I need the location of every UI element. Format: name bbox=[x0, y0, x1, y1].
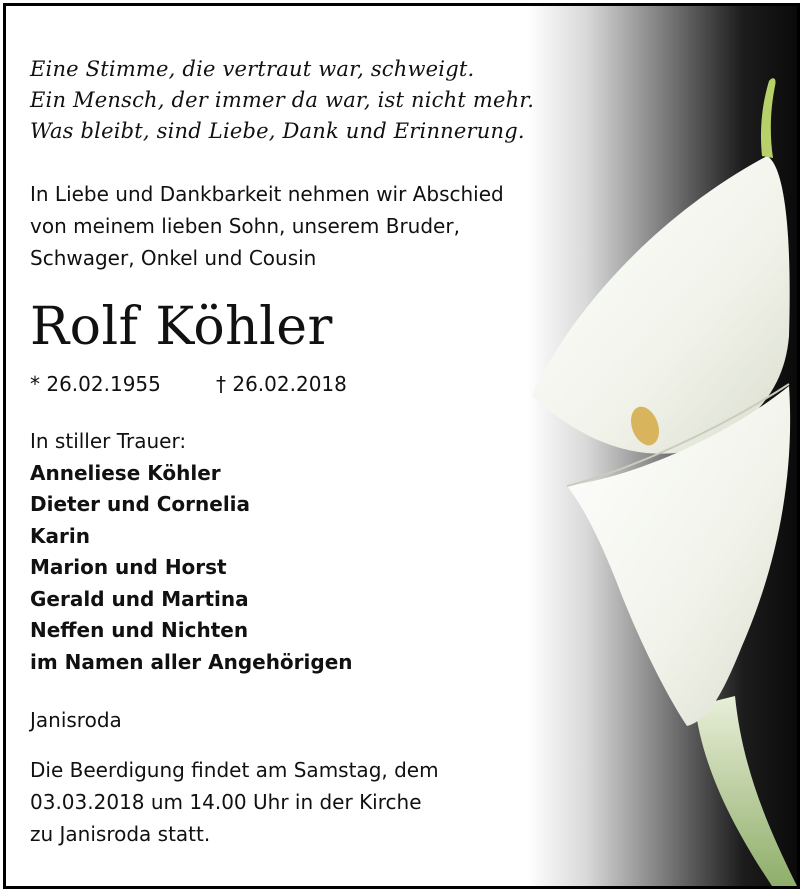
calla-lily-image bbox=[527, 6, 797, 886]
mourners-list bbox=[30, 426, 353, 678]
intro-text bbox=[30, 178, 504, 274]
death-date: † 26.02.2018 bbox=[216, 372, 347, 396]
mourner-name: Neffen und Nichten bbox=[30, 618, 249, 642]
funeral-info bbox=[30, 754, 439, 850]
poem-line: Was bleibt, sind Liebe, Dank und Erinnerung. bbox=[30, 119, 525, 143]
mourner-name: Dieter und Cornelia bbox=[30, 492, 251, 516]
mourner-name: im Namen aller Angehörigen bbox=[30, 649, 353, 674]
deceased-name: Rolf Köhler bbox=[30, 297, 333, 357]
poem-line: Eine Stimme, die vertraut war, schweigt. bbox=[30, 57, 475, 81]
mourner-name: Marion und Horst bbox=[30, 555, 227, 579]
poem-line: Ein Mensch, der immer da war, ist nicht mehr. bbox=[30, 88, 535, 112]
intro-line: In Liebe und Dankbarkeit nehmen wir Abschied bbox=[30, 182, 504, 206]
funeral-line: Die Beerdigung findet am Samstag, dem bbox=[30, 758, 439, 782]
intro-line: von meinem lieben Sohn, unserem Bruder, bbox=[30, 214, 460, 238]
intro-line: Schwager, Onkel und Cousin bbox=[30, 246, 317, 270]
mourners-label: In stiller Trauer: bbox=[30, 429, 187, 453]
funeral-line: zu Janisroda statt. bbox=[30, 822, 211, 846]
obituary-notice bbox=[3, 3, 800, 889]
mourner-name: Karin bbox=[30, 523, 90, 548]
mourner-name: Gerald und Martina bbox=[30, 586, 249, 611]
place-name: Janisroda bbox=[30, 708, 122, 732]
funeral-line: 03.03.2018 um 14.00 Uhr in der Kirche bbox=[30, 790, 422, 814]
life-dates bbox=[30, 372, 347, 396]
birth-date: * 26.02.1955 bbox=[30, 372, 161, 396]
mourner-name: Anneliese Köhler bbox=[30, 460, 221, 485]
poem bbox=[30, 54, 534, 147]
